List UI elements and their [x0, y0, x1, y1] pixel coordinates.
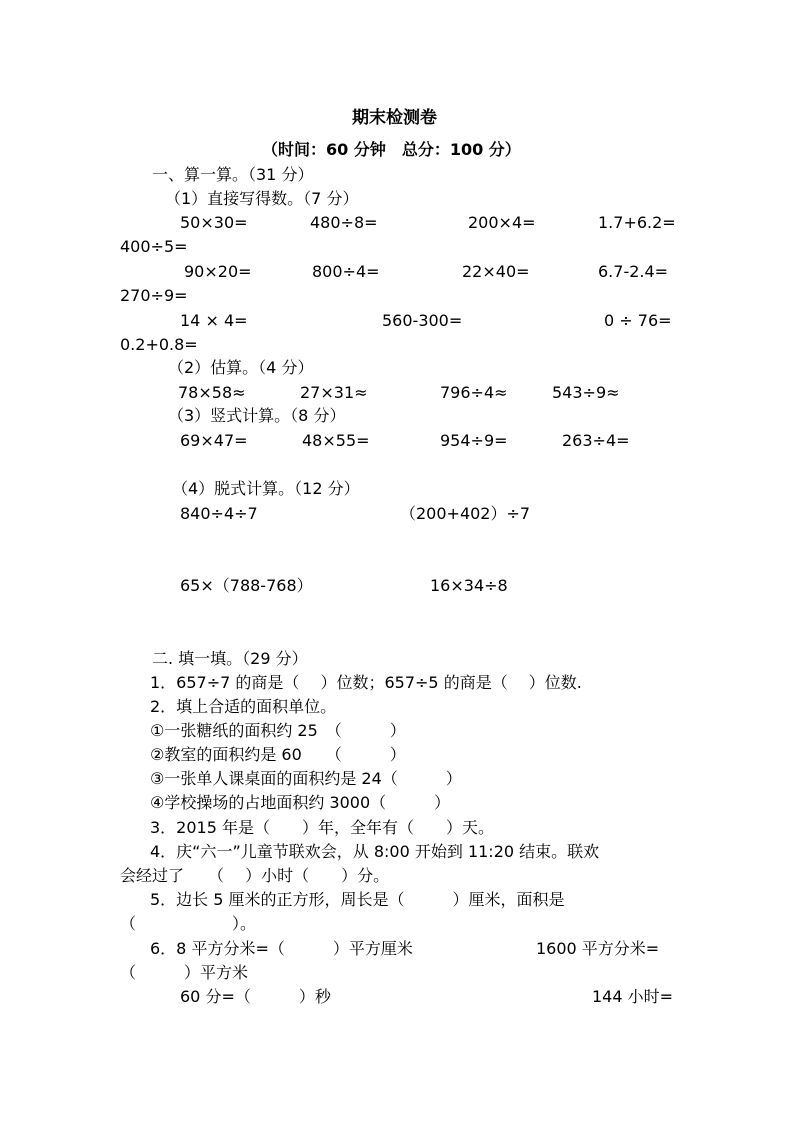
section1-heading: 一、算一算。（31 分） — [152, 165, 314, 184]
question-5-line2: （ ）。 — [120, 914, 257, 933]
question-6-line1-right: 1600 平方分米= — [536, 939, 660, 958]
calc-item: 50×30= — [180, 213, 248, 232]
question-6-line1: 6．8 平方分米=（ ）平方厘米 — [150, 939, 413, 958]
page-title: 期末检测卷 — [352, 108, 437, 128]
estimate-item: 78×58≈ — [178, 383, 246, 402]
estimate-item: 796÷4≈ — [440, 383, 508, 402]
question-2-item: ②教室的面积约是 60 （ ） — [150, 745, 406, 764]
part4-heading: （4）脱式计算。（12 分） — [172, 479, 360, 498]
stepwise-calc-item: 16×34÷8 — [430, 576, 508, 595]
vertical-calc-item: 954÷9= — [440, 431, 508, 450]
calc-item: 270÷9= — [120, 286, 188, 305]
calc-item: 1.7+6.2= — [598, 213, 676, 232]
question-2-item: ①一张糖纸的面积约 25 （ ） — [150, 721, 406, 740]
question-5-line1: 5．边长 5 厘米的正方形，周长是（ ）厘米，面积是 — [150, 890, 565, 909]
question-4-line2: 会经过了 （ ）小时（ ）分。 — [120, 866, 390, 885]
vertical-calc-item: 48×55= — [302, 431, 370, 450]
vertical-calc-item: 263÷4= — [562, 431, 630, 450]
stepwise-calc-item: 65×（788-768） — [180, 576, 313, 595]
calc-item: 0 ÷ 76= — [604, 311, 672, 330]
calc-item: 6.7-2.4= — [598, 262, 669, 281]
question-6-line3-right: 144 小时= — [592, 987, 674, 1006]
page-subtitle: （时间：60 分钟 总分：100 分） — [262, 140, 521, 159]
section2-heading: 二. 填一填。（29 分） — [152, 649, 308, 668]
question-2: 2．填上合适的面积单位。 — [150, 697, 337, 716]
question-1: 1．657÷7 的商是（ ）位数；657÷5 的商是（ ）位数. — [150, 673, 582, 692]
calc-item: 200×4= — [468, 213, 536, 232]
stepwise-calc-item: （200+402）÷7 — [400, 504, 531, 523]
estimate-item: 27×31≈ — [300, 383, 368, 402]
stepwise-calc-item: 840÷4÷7 — [180, 504, 258, 523]
calc-item: 14 × 4= — [180, 311, 248, 330]
calc-item: 0.2+0.8= — [120, 335, 198, 354]
question-2-item: ④学校操场的占地面积约 3000（ ） — [150, 793, 451, 812]
question-6-line2: （ ）平方米 — [120, 963, 249, 982]
question-4-line1: 4．庆“六一”儿童节联欢会，从 8:00 开始到 11:20 结束。联欢 — [150, 842, 600, 861]
calc-item: 400÷5= — [120, 237, 188, 256]
calc-item: 800÷4= — [312, 262, 380, 281]
question-2-item: ③一张单人课桌面的面积约是 24（ ） — [150, 769, 462, 788]
question-3: 3．2015 年是（ ）年，全年有（ ）天。 — [150, 818, 494, 837]
part1-heading: （1）直接写得数。（7 分） — [165, 189, 359, 208]
calc-item: 480÷8= — [310, 213, 378, 232]
vertical-calc-item: 69×47= — [180, 431, 248, 450]
calc-item: 560-300= — [382, 311, 463, 330]
part2-heading: （2）估算。（4 分） — [168, 358, 314, 377]
calc-item: 22×40= — [462, 262, 530, 281]
part3-heading: （3）竖式计算。（8 分） — [168, 406, 346, 425]
estimate-item: 543÷9≈ — [552, 383, 620, 402]
calc-item: 90×20= — [184, 262, 252, 281]
question-6-line3: 60 分=（ ）秒 — [180, 987, 331, 1006]
